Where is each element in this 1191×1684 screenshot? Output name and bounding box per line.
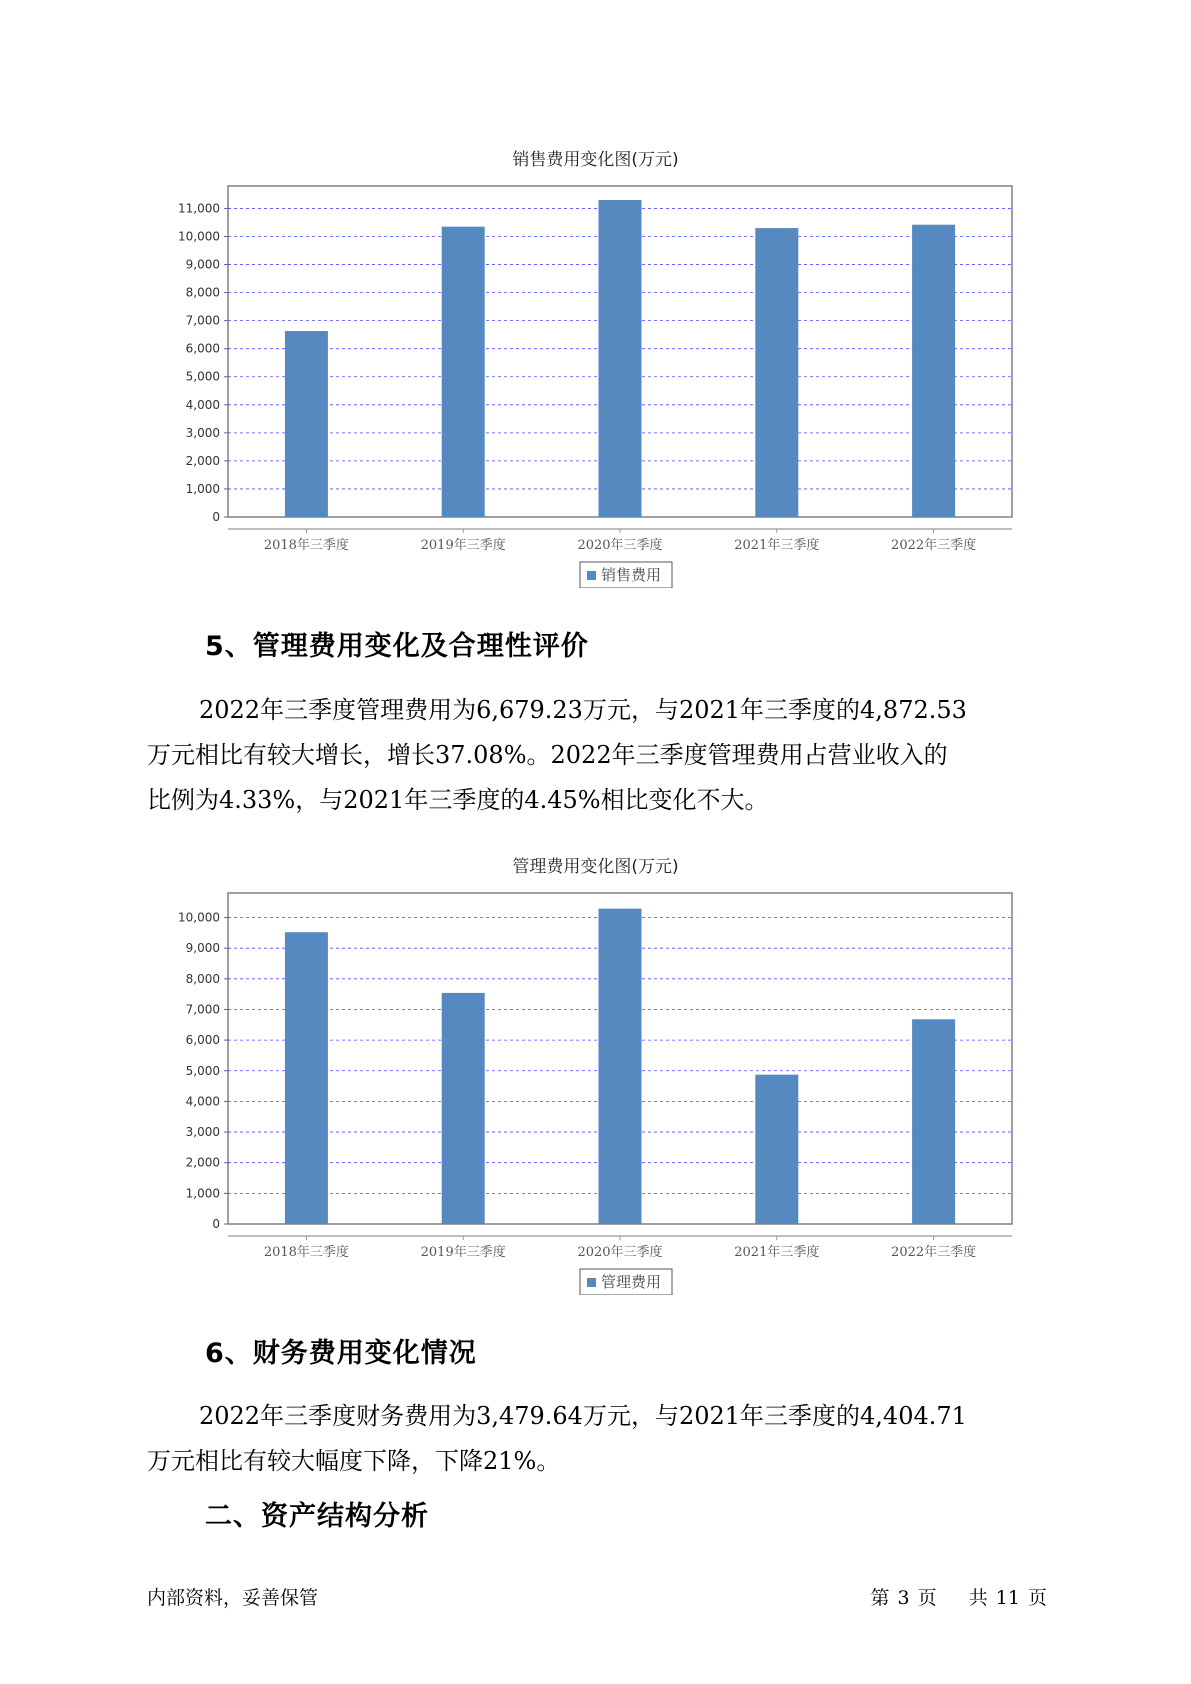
chart2-bar-2	[442, 993, 485, 1224]
page-suffix: 页	[917, 1587, 937, 1609]
chart2-y-tick-label: 4,000	[185, 1094, 220, 1109]
chart1-legend-label: 销售费用	[601, 566, 662, 584]
chart2-x-tick-label: 2019年三季度	[420, 1245, 506, 1260]
chart2-bar-1	[285, 932, 328, 1224]
chart1-x-tick-label: 2019年三季度	[420, 538, 506, 553]
chart1-bar-3	[599, 200, 642, 517]
footer-page-number	[866, 1583, 1051, 1610]
chart2-legend-swatch	[587, 1278, 596, 1287]
section6-line2: 万元相比有较大幅度下降，下降21%。	[147, 1447, 561, 1475]
total-suffix: 页	[1027, 1587, 1047, 1609]
chart1-y-tick-label: 1,000	[185, 481, 220, 496]
chart2-y-tick-label: 7,000	[185, 1002, 220, 1017]
chart1-x-tick-label: 2021年三季度	[734, 538, 820, 553]
chart2-x-tick-label: 2022年三季度	[891, 1245, 977, 1260]
chart2-bar-4	[755, 1075, 798, 1224]
chart1-x-tick-label: 2020年三季度	[577, 538, 663, 553]
chart2-y-tick-label: 0	[212, 1217, 220, 1231]
chart1-title: 销售费用变化图(万元)	[512, 150, 679, 170]
chart2-y-tick-label: 1,000	[185, 1186, 220, 1201]
chart2-y-tick-label: 10,000	[178, 910, 220, 925]
chart2-legend-label: 管理费用	[601, 1273, 662, 1291]
chart1-y-tick-label: 2,000	[185, 453, 220, 468]
chart2-x-tick-label: 2018年三季度	[263, 1245, 349, 1260]
section5-line1: 2022年三季度管理费用为6,679.23万元，与2021年三季度的4,872.53	[199, 696, 967, 724]
part2-heading: 二、资产结构分析	[205, 1501, 429, 1532]
page-no: 3	[897, 1587, 910, 1609]
chart1-y-tick-label: 4,000	[185, 397, 220, 412]
chart2-y-tick-label: 5,000	[185, 1063, 220, 1078]
chart2-title: 管理费用变化图(万元)	[512, 857, 679, 877]
chart1-y-tick-label: 0	[212, 510, 220, 524]
page-prefix: 第	[870, 1587, 890, 1609]
chart1-x-tick-label: 2022年三季度	[891, 538, 977, 553]
section5-heading: 5、管理费用变化及合理性评价	[205, 631, 589, 662]
section5-line2: 万元相比有较大增长，增长37.08%。2022年三季度管理费用占营业收入的	[147, 741, 948, 769]
chart2-y-tick-label: 2,000	[185, 1155, 220, 1170]
total-prefix: 共	[968, 1587, 988, 1609]
chart1-bar-5	[912, 225, 955, 517]
chart2-bar-3	[599, 909, 642, 1224]
section6-paragraph	[147, 1394, 1047, 1484]
section6-line1: 2022年三季度财务费用为3,479.64万元，与2021年三季度的4,404.71	[199, 1402, 967, 1430]
chart1-legend-swatch	[587, 571, 596, 580]
chart2-y-tick-label: 6,000	[185, 1033, 220, 1048]
chart2-y-tick-label: 9,000	[185, 941, 220, 956]
section5-paragraph	[147, 688, 1047, 823]
chart1-bar-4	[755, 228, 798, 517]
section6-heading: 6、财务费用变化情况	[205, 1338, 477, 1369]
chart2-x-tick-label: 2021年三季度	[734, 1245, 820, 1260]
chart1-x-tick-label: 2018年三季度	[263, 538, 349, 553]
chart2-y-tick-label: 3,000	[185, 1125, 220, 1140]
chart1-y-tick-label: 6,000	[185, 341, 220, 356]
chart2-x-tick-label: 2020年三季度	[577, 1245, 663, 1260]
chart1-y-tick-label: 10,000	[178, 229, 220, 244]
chart1-bar-2	[442, 227, 485, 517]
chart1-sales-expense	[0, 168, 1191, 588]
chart1-bar-1	[285, 331, 328, 517]
chart2-management-expense	[0, 875, 1191, 1295]
section5-line3: 比例为4.33%，与2021年三季度的4.45%相比变化不大。	[147, 786, 769, 814]
chart1-y-tick-label: 7,000	[185, 313, 220, 328]
footer-confidential-note: 内部资料，妥善保管	[147, 1587, 319, 1609]
chart1-y-tick-label: 5,000	[185, 369, 220, 384]
chart2-y-tick-label: 8,000	[185, 971, 220, 986]
chart1-y-tick-label: 9,000	[185, 257, 220, 272]
total-no: 11	[995, 1587, 1020, 1609]
chart2-bar-5	[912, 1019, 955, 1224]
chart1-y-tick-label: 11,000	[178, 201, 220, 216]
chart1-y-tick-label: 3,000	[185, 425, 220, 440]
chart1-y-tick-label: 8,000	[185, 285, 220, 300]
